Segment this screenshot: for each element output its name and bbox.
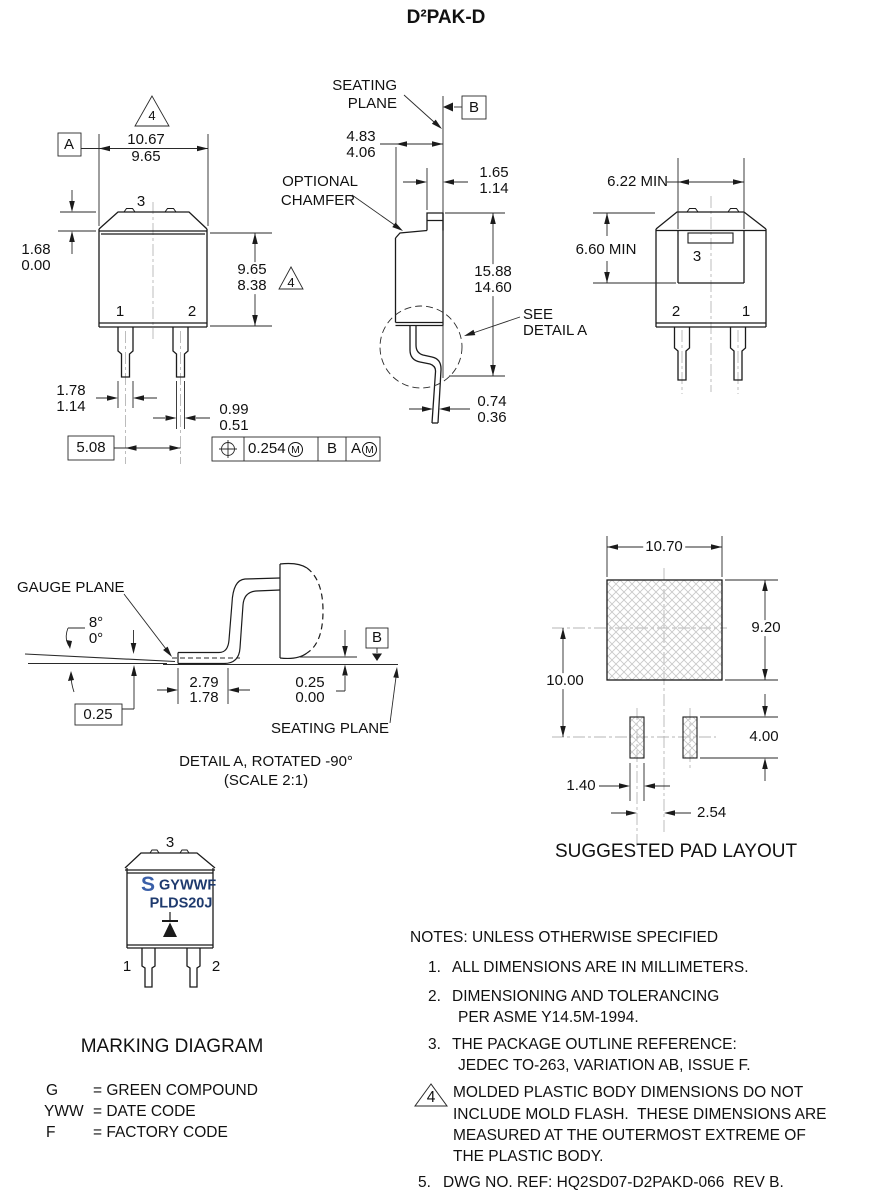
- page-title: D²PAK-D: [406, 7, 486, 29]
- detail-a-drawing: [178, 564, 323, 664]
- front-flag-width: 4: [148, 108, 156, 124]
- fcf-datum-primary: B: [326, 440, 338, 458]
- side-view-dimensions: [352, 95, 520, 409]
- note4-num: 4: [426, 1088, 436, 1106]
- optional-chamfer-label-1: OPTIONAL: [282, 173, 358, 191]
- diode-symbol-icon: [162, 912, 178, 937]
- dim-lead-pad-width: 1.40: [566, 777, 596, 795]
- note3-num: 3.: [428, 1035, 441, 1053]
- fcf-mmc-icon-2: M: [362, 442, 377, 457]
- pad-layout-pads: [607, 580, 722, 758]
- note2-text-2: PER ASME Y14.5M-1994.: [458, 1008, 639, 1026]
- dim-standoff-basic: 0.25: [83, 705, 113, 723]
- dim-tab-exposure-min: 0.00: [21, 257, 51, 275]
- dim-tab-width: 6.22 MIN: [607, 173, 668, 191]
- dim-lead-thickness-max: 0.99: [219, 401, 249, 419]
- legend-symbol-green: G: [46, 1081, 59, 1099]
- dim-standoff-min: 0.00: [295, 689, 325, 707]
- dim-lead-pad-height: 4.00: [749, 728, 779, 746]
- dim-pad-width: 10.70: [645, 538, 683, 556]
- side-view-body: [396, 213, 444, 423]
- marking-pin1-label: 1: [122, 958, 132, 976]
- front-flag-height: 4: [287, 275, 295, 291]
- marking-diagram-title: MARKING DIAGRAM: [80, 1036, 264, 1058]
- back-pin2-label: 2: [671, 303, 681, 321]
- dim-lead-width-max: 1.78: [56, 382, 86, 400]
- legend-def-date: = DATE CODE: [93, 1102, 196, 1120]
- back-view-centerlines: [682, 196, 738, 394]
- dim-overall-length-min: 14.60: [474, 279, 512, 297]
- dim-foot-length-max: 2.79: [189, 674, 219, 692]
- detail-a-arrowheads: [66, 640, 399, 693]
- notes-header: NOTES: UNLESS OTHERWISE SPECIFIED: [410, 928, 719, 946]
- marking-code-line1: GYWWF: [159, 877, 217, 894]
- dim-width-max: 10.67: [127, 131, 165, 149]
- dim-side-lead-thickness-min: 0.36: [477, 409, 507, 427]
- note4-text-1: MOLDED PLASTIC BODY DIMENSIONS DO NOT: [453, 1083, 804, 1101]
- gauge-plane-label: GAUGE PLANE: [17, 579, 125, 597]
- note2-num: 2.: [428, 987, 441, 1005]
- note3-text-1: THE PACKAGE OUTLINE REFERENCE:: [452, 1035, 737, 1053]
- note4-text-4: THE PLASTIC BODY.: [453, 1147, 604, 1165]
- dim-tab-exposure-max: 1.68: [21, 241, 51, 259]
- fcf-tolerance: 0.254: [248, 440, 286, 458]
- see-detail-label-2: DETAIL A: [523, 322, 588, 340]
- note3-text-2: JEDEC TO-263, VARIATION AB, ISSUE F.: [458, 1056, 751, 1074]
- front-view-centerlines: [126, 202, 181, 464]
- dim-lead-width-min: 1.14: [56, 398, 86, 416]
- seating-plane-label-1: SEATING: [332, 77, 397, 95]
- marking-tab-label: 3: [165, 834, 175, 852]
- seating-plane-label-2: PLANE: [347, 95, 397, 113]
- side-view-arrowheads: [392, 103, 496, 412]
- dim-tab-thickness-min: 1.14: [479, 180, 509, 198]
- note5-text: DWG NO. REF: HQ2SD07-D2PAKD-066 REV B.: [443, 1173, 784, 1191]
- front-pin1-label: 1: [115, 303, 125, 321]
- optional-chamfer-label-2: CHAMFER: [280, 192, 356, 210]
- marking-pin2-label: 2: [211, 958, 221, 976]
- dim-row-pitch: 10.00: [546, 672, 584, 690]
- dim-angle-min: 0°: [88, 630, 104, 648]
- dim-body-height-max: 9.65: [237, 261, 267, 279]
- dim-body-depth-max: 4.83: [346, 128, 376, 146]
- note1-num: 1.: [428, 958, 441, 976]
- detail-a-caption: DETAIL A, ROTATED -90°: [179, 753, 353, 771]
- dim-tab-thickness-max: 1.65: [479, 164, 509, 182]
- dim-tab-height: 6.60 MIN: [575, 241, 637, 259]
- back-pin1-label: 1: [741, 303, 751, 321]
- detail-datum-b-label: B: [371, 629, 383, 647]
- back-tab-label: 3: [692, 248, 702, 266]
- detail-a-scale: (SCALE 2:1): [223, 772, 309, 790]
- dim-lead-thickness-min: 0.51: [219, 417, 249, 435]
- fcf-mmc-icon-1: M: [288, 442, 303, 457]
- dim-body-height-min: 8.38: [237, 277, 267, 295]
- detail-seating-plane-label: SEATING PLANE: [270, 720, 390, 738]
- note5-num: 5.: [418, 1173, 431, 1191]
- dim-standoff-max: 0.25: [295, 674, 325, 692]
- dim-lead-pad-pitch: 2.54: [697, 804, 727, 822]
- note4-text-2: INCLUDE MOLD FLASH. THESE DIMENSIONS ARE: [453, 1105, 827, 1123]
- legend-def-green: = GREEN COMPOUND: [93, 1081, 258, 1099]
- legend-symbol-factory: F: [46, 1123, 56, 1141]
- front-tab-label: 3: [136, 193, 146, 211]
- pad-layout-title: SUGGESTED PAD LAYOUT: [554, 841, 798, 863]
- dim-lead-pitch: 5.08: [76, 439, 106, 457]
- see-detail-label-1: SEE: [523, 306, 554, 324]
- note2-text-1: DIMENSIONING AND TOLERANCING: [452, 987, 720, 1005]
- dim-side-lead-thickness-max: 0.74: [477, 393, 507, 411]
- note1-text: ALL DIMENSIONS ARE IN MILLIMETERS.: [452, 958, 749, 976]
- legend-def-factory: = FACTORY CODE: [93, 1123, 228, 1141]
- dim-pad-height: 9.20: [751, 619, 781, 637]
- datum-a-label: A: [63, 135, 75, 153]
- dim-foot-length-min: 1.78: [189, 689, 219, 707]
- dim-overall-length-max: 15.88: [474, 263, 512, 281]
- fcf-datum-secondary: A: [351, 440, 362, 458]
- front-pin2-label: 2: [187, 303, 197, 321]
- datum-b-label: B: [468, 99, 480, 117]
- dim-body-depth-min: 4.06: [346, 144, 376, 162]
- note4-text-3: MEASURED AT THE OUTERMOST EXTREME OF: [453, 1126, 806, 1144]
- dim-angle-max: 8°: [88, 614, 104, 632]
- marking-code-line2: PLDS20J: [149, 895, 213, 912]
- legend-symbol-date: YWW: [44, 1102, 84, 1120]
- dim-width-min: 9.65: [131, 148, 161, 166]
- tsc-logo-icon: S: [140, 872, 156, 896]
